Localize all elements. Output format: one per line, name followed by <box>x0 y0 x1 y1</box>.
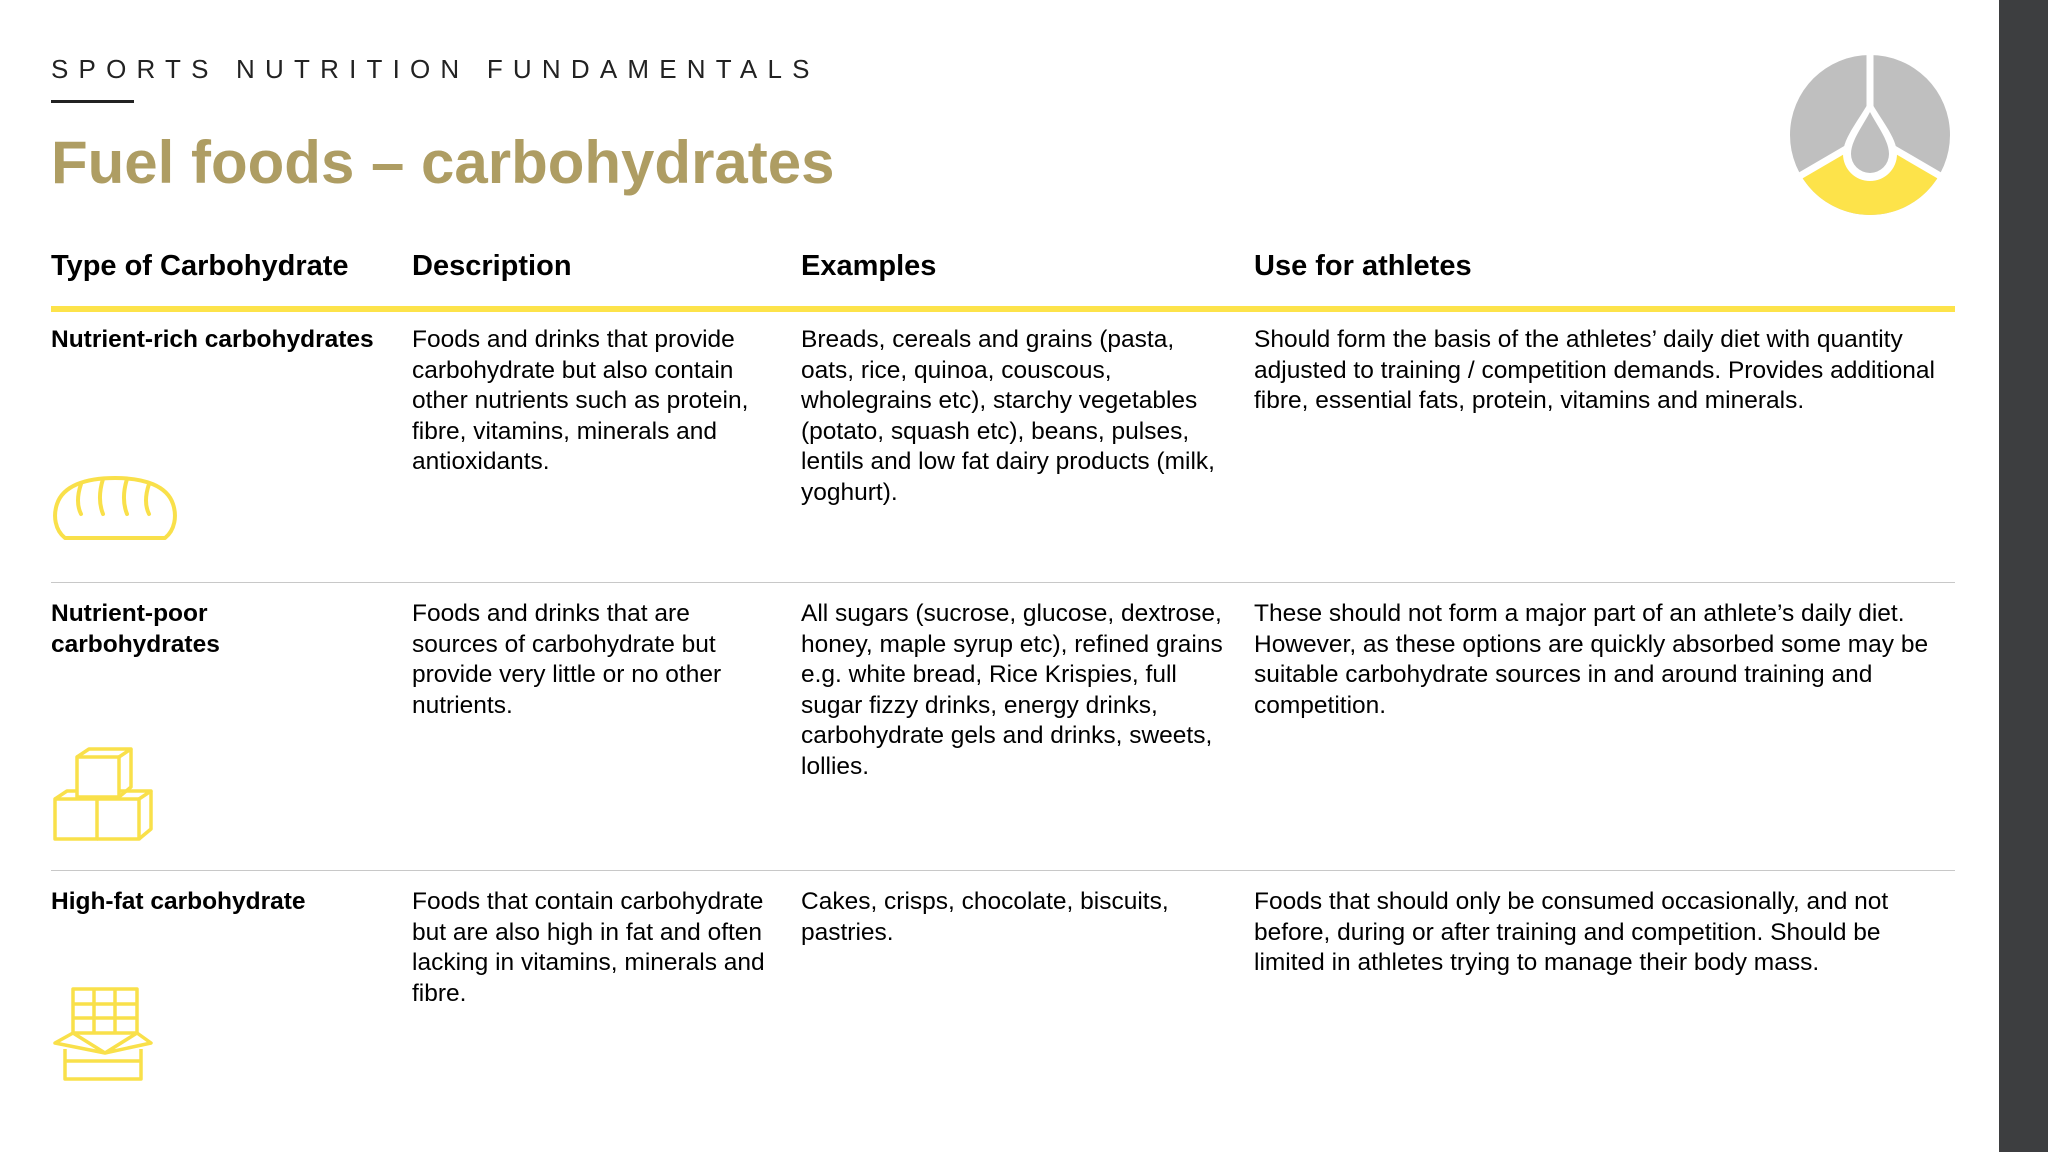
row-type-label: Nutrient-rich carbohydrates <box>51 326 374 353</box>
bread-loaf-icon <box>51 470 179 550</box>
chocolate-bar-icon <box>51 987 155 1083</box>
row-examples: Breads, cereals and grains (pasta, oats, rice, quinoa, couscous, wholegrains etc), starchy vegetables (potato, squash etc), beans, pulses, lentils and low fat dairy products (milk, yoghurt). <box>801 326 1215 506</box>
row-description: Foods that contain carbohydrate but are also high in fat and often lacking in vitamins, minerals and fibre. <box>412 888 765 1007</box>
column-header-examples: Examples <box>801 250 937 282</box>
nutrition-wheel-logo-icon <box>1785 50 1955 220</box>
row-examples: All sugars (sucrose, glucose, dextrose, honey, maple syrup etc), refined grains e.g. white bread, Rice Krispies, full sugar fizzy drinks, energy drinks, carbohydrate gels and drinks, sweets, lollies. <box>801 600 1223 780</box>
row-use: These should not form a major part of an athlete’s daily diet. However, as these options are quickly absorbed some may be suitable carbohydrate sources in and around training and competition. <box>1254 600 1929 719</box>
table-header <box>51 250 1955 310</box>
row-description: Foods and drinks that provide carbohydrate but also contain other nutrients such as protein, fibre, vitamins, minerals and antioxidants. <box>412 326 749 475</box>
row-use: Should form the basis of the athletes’ daily diet with quantity adjusted to training / competition demands. Provides additional fibre, essential fats, protein, vitamins and minerals. <box>1254 326 1935 414</box>
row-use: Foods that should only be consumed occasionally, and not before, during or after training and competition. Should be limited in athletes trying to manage their body mass. <box>1254 888 1889 976</box>
row-divider <box>51 582 1955 583</box>
column-header-description: Description <box>412 250 572 282</box>
column-header-use: Use for athletes <box>1254 250 1472 282</box>
header-accent-rule <box>51 306 1955 312</box>
row-type-label: Nutrient-poor carbohydrates <box>51 600 220 658</box>
column-header-type: Type of Carbohydrate <box>51 250 349 282</box>
row-type-label: High-fat carbohydrate <box>51 888 306 915</box>
page-title: Fuel foods – carbohydrates <box>51 129 835 196</box>
section-kicker: SPORTS NUTRITION FUNDAMENTALS <box>51 54 820 84</box>
table-row <box>51 325 1955 580</box>
row-examples: Cakes, crisps, chocolate, biscuits, pastries. <box>801 888 1169 946</box>
kicker-underline <box>51 100 134 103</box>
side-bar <box>1999 0 2048 1152</box>
sugar-cubes-icon <box>51 747 163 843</box>
row-description: Foods and drinks that are sources of carbohydrate but provide very little or no other nutrients. <box>412 600 722 719</box>
row-divider <box>51 870 1955 871</box>
table-row <box>51 887 1955 1087</box>
table-row <box>51 599 1955 864</box>
